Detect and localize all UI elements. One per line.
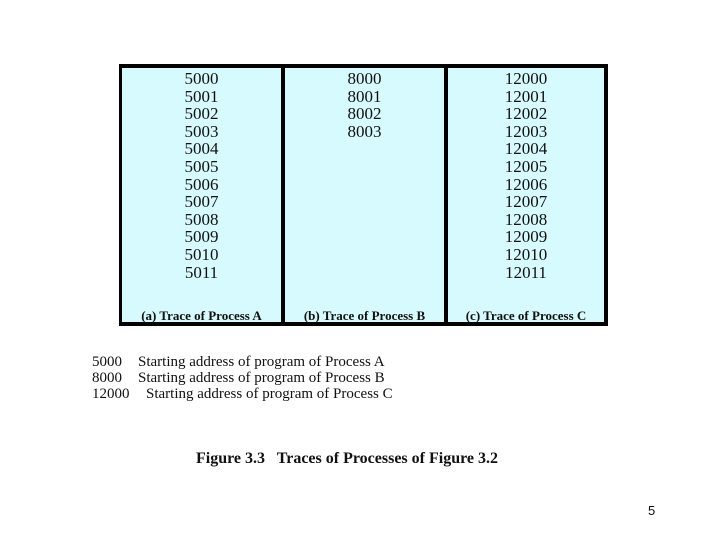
address-entry: 5011 — [184, 262, 219, 282]
trace-caption-c: (c) Trace of Process C — [465, 308, 587, 323]
legend-description: Starting address of program of Process C — [146, 386, 393, 402]
address-entry: 12005 — [504, 156, 548, 176]
address-entry: 5005 — [184, 156, 219, 176]
address-list-c — [448, 70, 604, 281]
address-entry: 5003 — [184, 121, 219, 141]
address-entry: 12007 — [504, 192, 548, 212]
address-list-b — [285, 70, 444, 140]
traces-table — [119, 64, 608, 326]
address-entry: 5000 — [184, 69, 219, 88]
address-entry: 5007 — [184, 192, 219, 212]
address-entry: 12009 — [504, 227, 548, 247]
figure-caption: Figure 3.3 Traces of Processes of Figure 3.2 — [196, 450, 499, 467]
address-entry: 12001 — [504, 86, 548, 106]
trace-caption-b: (b) Trace of Process B — [303, 308, 426, 323]
trace-panel-process-a — [122, 68, 281, 322]
address-list-a — [122, 70, 281, 281]
address-entry: 5009 — [184, 227, 219, 247]
address-entry: 8002 — [347, 104, 382, 124]
address-entry: 12004 — [504, 139, 548, 159]
page-number: 5 — [648, 503, 656, 518]
legend-address: 5000 — [92, 354, 122, 370]
address-entry: 12008 — [504, 209, 548, 229]
legend-row-process-b — [92, 370, 393, 386]
legend-row-process-a — [92, 354, 393, 370]
address-entry: 12003 — [504, 121, 548, 141]
address-entry: 12011 — [505, 262, 547, 282]
address-entry: 5002 — [184, 104, 219, 124]
trace-caption-a: (a) Trace of Process A — [141, 308, 262, 323]
address-entry: 5004 — [184, 139, 219, 159]
trace-panel-process-c — [448, 68, 604, 322]
address-entry: 12000 — [504, 69, 548, 88]
legend-address: 12000 — [92, 386, 130, 402]
address-entry: 12010 — [504, 244, 548, 264]
legend-description: Starting address of program of Process B — [138, 370, 385, 386]
address-entry: 8003 — [347, 121, 382, 141]
address-entry: 5001 — [184, 86, 219, 106]
address-entry: 5010 — [184, 244, 219, 264]
address-entry: 12006 — [504, 174, 548, 194]
address-entry: 5008 — [184, 209, 219, 229]
start-address-legend — [92, 354, 393, 402]
address-entry: 5006 — [184, 174, 219, 194]
legend-row-process-c — [92, 386, 393, 402]
trace-panel-process-b — [285, 68, 444, 322]
legend-address: 8000 — [92, 370, 122, 386]
address-entry: 8001 — [347, 86, 382, 106]
address-entry: 12002 — [504, 104, 548, 124]
address-entry: 8000 — [347, 69, 382, 88]
legend-description: Starting address of program of Process A — [138, 354, 385, 370]
